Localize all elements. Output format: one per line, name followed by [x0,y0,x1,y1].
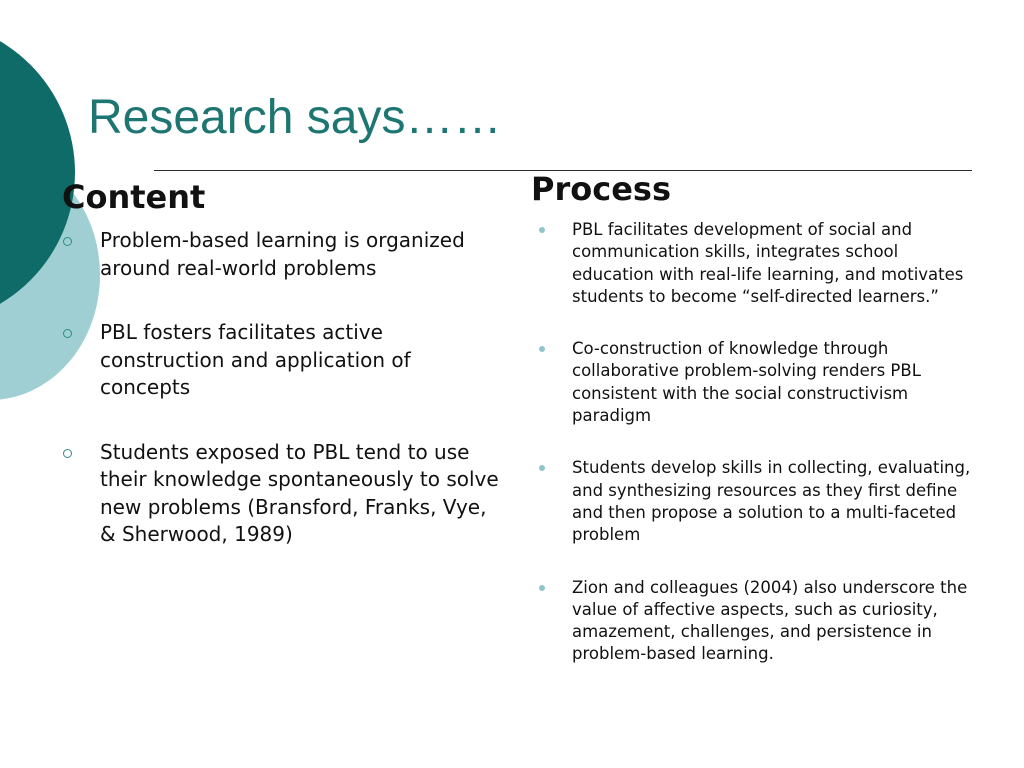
dot-bullet-icon [539,346,545,352]
hollow-circle-bullet-icon [63,449,72,458]
content-list [60,227,500,586]
hollow-circle-bullet-icon [63,329,72,338]
process-list-item [537,338,977,427]
content-item-text: Problem-based learning is organized around real-world problems [100,228,465,280]
process-list [537,219,977,696]
process-list-item [537,457,977,546]
dot-bullet-icon [539,227,545,233]
process-item-text: Co-construction of knowledge through collaborative problem-solving renders PBL consistent with the social constructivism paradigm [572,339,921,426]
process-item-text: Students develop skills in collecting, evaluating, and synthesizing resources as they first define and then propose a solution to a multi-faceted problem [572,458,971,545]
dot-bullet-icon [539,585,545,591]
content-list-item [60,439,500,549]
content-heading: Content [62,178,206,216]
process-heading: Process [531,170,671,208]
slide-title: Research says…… [88,91,502,144]
content-list-item [60,227,500,282]
process-item-text: PBL facilitates development of social and communication skills, integrates school education with real-life learning, and motivates students to become “self-directed learners.” [572,220,964,306]
content-list-item [60,319,500,402]
process-list-item [537,219,977,308]
dot-bullet-icon [539,465,545,471]
hollow-circle-bullet-icon [63,237,72,246]
process-item-text: Zion and colleagues (2004) also underscore the value of affective aspects, such as curiosity, amazement, challenges, and persistence in problem-based learning. [572,577,968,664]
process-list-item [537,577,977,666]
content-item-text: Students exposed to PBL tend to use their knowledge spontaneously to solve new problems (Bransford, Franks, Vye, & Sherwood, 1989) [100,439,499,546]
content-item-text: PBL fosters facilitates active construction and application of concepts [100,320,411,399]
